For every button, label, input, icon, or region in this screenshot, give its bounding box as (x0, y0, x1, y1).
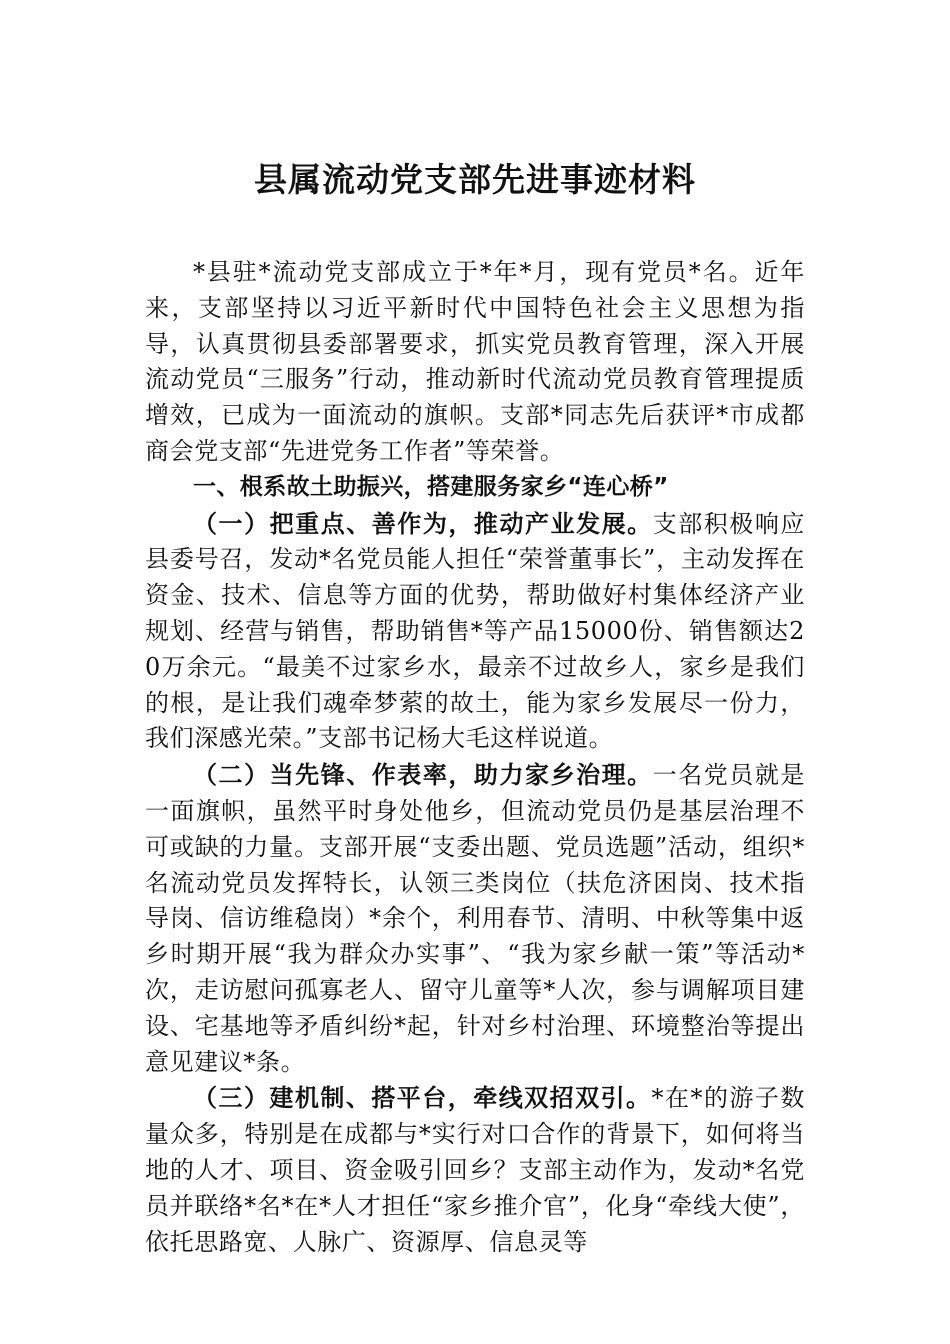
subsection-3-text: *在*的游子数量众多，特别是在成都与*实行对口合作的背景下，如何将当地的人才、项目、资金吸引回乡？支部主动作为，发动*名党员并联络*名*在*人才担任“家乡推介官”，化身“牵线大使”，依托思路宽、人脉广、资源厚、信息灵等 (145, 1084, 805, 1256)
section-1-heading: 一、根系故土助振兴，搭建服务家乡“连心桥” (193, 473, 669, 500)
subsection-1-text: 支部积极响应县委号召，发动*名党员能人担任“荣誉董事长”，主动发挥在资金、技术、信息等方面的优势，帮助做好村集体经济产业规划、经营与销售，帮助销售*等产品15000份、销售额达20万余元。“最美不过家乡水，最亲不过故乡人，家乡是我们的根，是让我们魂牵梦萦的故土，能为家乡发展尽一份力，我们深感光荣。”支部书记杨大毛这样说道。 (145, 509, 805, 753)
subsection-1-paragraph (145, 506, 805, 758)
intro-paragraph: *县驻*流动党支部成立于*年*月，现有党员*名。近年来，支部坚持以习近平新时代中国特色社会主义思想为指导，认真贯彻县委部署要求，抓实党员教育管理，深入开展流动党员“三服务”行动，推动新时代流动党员教育管理提质增效，已成为一面流动的旗帜。支部*同志先后获评*市成都商会党支部“先进党务工作者”等荣誉。 (145, 258, 805, 465)
document-title: 县属流动党支部先进事迹材料 (254, 160, 696, 199)
subsection-3-paragraph (145, 1080, 805, 1260)
subsection-2-lead: （二）当先锋、作表率，助力家乡治理。 (193, 760, 653, 790)
subsection-1-lead: （一）把重点、善作为，推动产业发展。 (193, 508, 653, 538)
subsection-3-lead: （三）建机制、搭平台，牵线双招双引。 (193, 1083, 652, 1113)
document-body (145, 255, 805, 1260)
subsection-2-text: 一名党员就是一面旗帜，虽然平时身处他乡，但流动党员仍是基层治理不可或缺的力量。支部开展“支委出题、党员选题”活动，组织*名流动党员发挥特长，认领三类岗位（扶危济困岗、技术指导岗、信访维稳岗）*余个，利用春节、清明、中秋等集中返乡时期开展“我为群众办实事”、“我为家乡献一策”等活动*次，走访慰问孤寡老人、留守儿童等*人次，参与调解项目建设、宅基地等矛盾纠纷*起，针对乡村治理、环境整治等提出意见建议*条。 (145, 761, 805, 1076)
subsection-2-paragraph (145, 757, 805, 1080)
